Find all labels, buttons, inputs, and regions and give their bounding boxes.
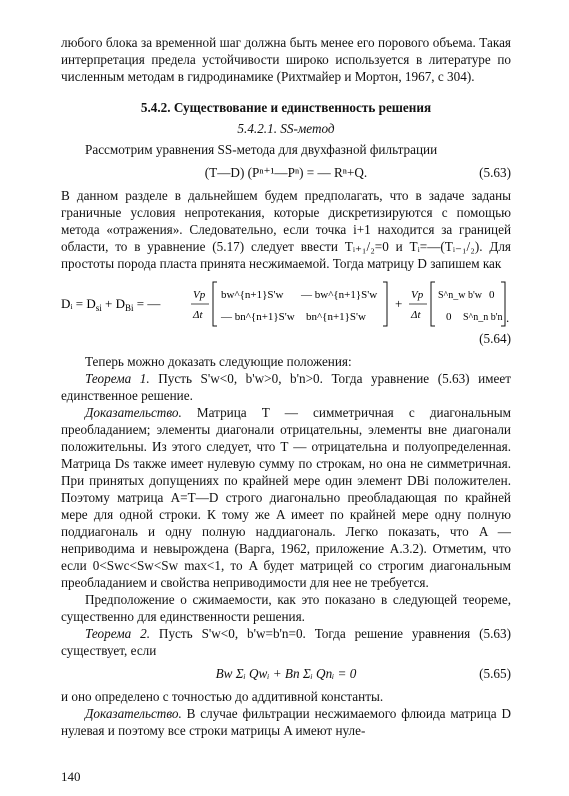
proof-1-label: Доказательство. (85, 405, 182, 420)
svg-text:.: . (506, 310, 510, 325)
theorem-1-label: Теорема 1. (85, 371, 150, 386)
paragraph-1: Рассмотрим уравнения SS-метода для двухфазной фильтрации (85, 142, 438, 157)
equation-5-63 (61, 164, 511, 181)
theorem-2-label: Теорема 2. (85, 626, 151, 641)
eq64-m2-22: S^n_n b'n (463, 312, 503, 323)
eq64-m1-21: — bn^{n+1}S'w (221, 311, 295, 323)
equation-5-64 (61, 278, 511, 330)
eq64-m1-12: — bw^{n+1}S'w (301, 289, 378, 301)
equation-5-65-body: Bw Σᵢ Qwᵢ + Bn Σᵢ Qnᵢ = 0 (215, 666, 357, 681)
eq64-dt: Δt (193, 309, 203, 321)
theorem-2 (61, 625, 511, 659)
proof-2 (61, 705, 511, 739)
eq64-m1-22: bn^{n+1}S'w (306, 311, 366, 323)
eq64-m2-21: 0 (446, 311, 452, 323)
eq64-m2-11: S^n_w b'w (438, 290, 482, 301)
equation-5-63-number: (5.63) (479, 165, 511, 180)
paragraph-5: и оно определено с точностью до аддитивной константы. (61, 689, 384, 704)
theorem-2-text: Пусть S'w<0, b'w=b'n=0. Тогда решение уравнения (5.63) существует, если (61, 626, 511, 658)
eq64-m2-12: 0 (489, 289, 495, 301)
page-body (61, 34, 511, 739)
svg-text:+: + (395, 296, 403, 311)
page-number: 140 (61, 769, 81, 784)
proof-1 (61, 404, 511, 591)
equation-5-65 (61, 665, 511, 682)
paragraph-2: В данном разделе в дальнейшем будем предполагать, что в задаче заданы граничные условия непротекания, которые дискретизируются с помощью метода «отражения». Следовательно, если точка i+1 находится за границей области, то в уравнение (5.17) следует ввести Tᵢ₊₁/₂=0 и Tᵢ=—(Tᵢ₋₁/₂). Для простоты порода пласта принята несжимаемой. Тогда матрицу D запишем как (61, 188, 511, 271)
eq64-lhs: Dᵢ = $D_{si} + D_{Bi}$ = — (61, 296, 161, 313)
proof-2-text: В случае фильтрации несжимаемого флюида матрица D нулевая и поэтому все строки матрицы A имеют нуле- (61, 706, 511, 738)
proof-2-label: Доказательство. (85, 706, 182, 721)
section-title: 5.4.2. Существование и единственность решения (140, 100, 432, 115)
eq64-vp-2: Vp (411, 289, 424, 301)
equation-5-65-number: (5.65) (479, 666, 511, 681)
theorem-1 (61, 370, 511, 404)
eq64-dt-2: Δt (411, 309, 421, 321)
subsection-title: 5.4.2.1. SS-метод (237, 121, 335, 136)
equation-5-63-body: (T—D) (Pⁿ⁺¹—Pⁿ) = — Rⁿ+Q. (204, 165, 368, 180)
eq64-m1-11: bw^{n+1}S'w (221, 289, 284, 301)
equation-5-64-graphic (61, 278, 511, 330)
paragraph-3: Теперь можно доказать следующие положения: (85, 354, 352, 369)
theorem-1-text: Пусть S'w<0, b'w>0, b'n>0. Тогда уравнение (5.63) имеет единственное решение. (61, 371, 511, 403)
proof-1-text: Матрица T — симметричная с диагональным преобладанием; элементы диагонали отрицательны, элементы вне диагонали положительны. Из этого следует, что T — отрицательна и полуопределенная. Матрица Ds также имеет нулевую сумму по строкам, но она не симметричная. При принятых допущениях по крайней мере один элемент DBi положителен. Поэтому матрица A=T—D строго диагонально преобладающая по крайней мере для одной строки. К тому же A имеет по крайней мере одну полную поддиагональ и одну полную наддиагональ. Легко показать, что A — неприводима и невырождена (Варга, 1962, приложение А.3.2). Отметим, что если 0<Swc<Sw<Sw max<1, то A будет матрицей со строгим диагональным преобладанием и свойства неприводимости для нее не требуется. (61, 405, 511, 590)
eq64-vp: Vp (193, 289, 206, 301)
equation-5-64-number: (5.64) (479, 331, 511, 346)
intro-paragraph: любого блока за временной шаг должна быть менее его порового объема. Такая интерпретация предела устойчивости широко используется в литературе по численным методам в гидродинамике (Рихтмайер и Мортон, 1967, с 304). (61, 35, 511, 84)
paragraph-4: Предположение о сжимаемости, как это показано в следующей теореме, существенно для единственности решения. (61, 592, 511, 624)
